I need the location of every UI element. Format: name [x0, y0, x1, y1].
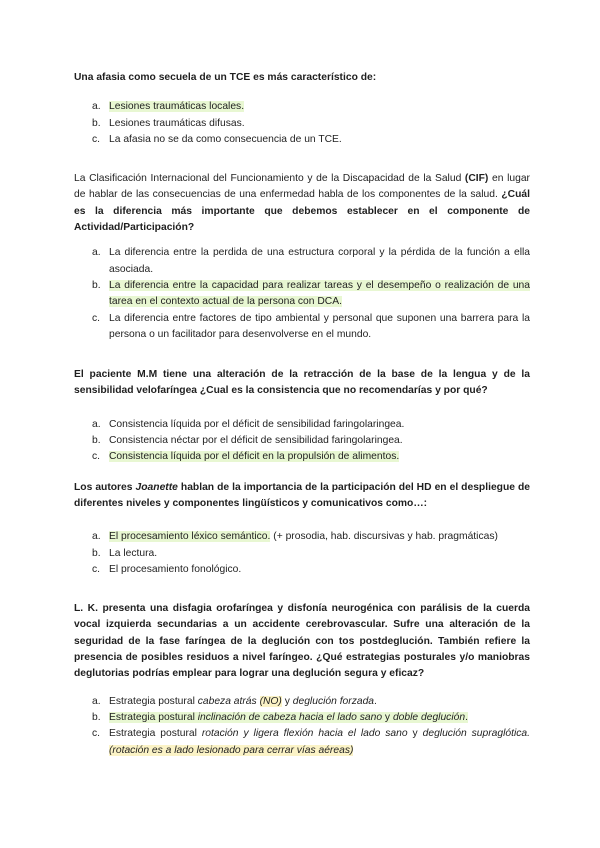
- answer-note: (rotación es a lado lesionado para cerrar vías aéreas): [109, 744, 354, 756]
- document-page: [74, 70, 530, 759]
- option-2c: c. La diferencia entre factores de tipo ambiental y personal que suponen una barrera para la persona o un facilitador para desenvolverse en el mundo.: [92, 312, 530, 340]
- option-3c: c. Consistencia líquida por el déficit en la propulsión de alimentos.: [92, 451, 400, 463]
- option-2a: a. La diferencia entre la perdida de una estructura corporal y la pérdida de la función a ella asociada.: [92, 247, 530, 275]
- question-2-options: [74, 245, 530, 343]
- option-4c: c. El procesamiento fonológico.: [92, 563, 242, 575]
- question-4: Los autores Joanette hablan de la importancia de la participación del HD en el despliegue de diferentes niveles y componentes lingüísticos y comunicativos como…:: [74, 481, 530, 509]
- question-5-options: [74, 694, 530, 759]
- question-1: Una afasia como secuela de un TCE es más característico de:: [74, 72, 377, 83]
- answer-highlight: Consistencia líquida por el déficit en la propulsión de alimentos.: [109, 451, 400, 463]
- answer-highlight: Estrategia postural inclinación de cabeza hacia el lado sano y doble deglución.: [109, 711, 468, 723]
- answer-highlight: La diferencia entre la capacidad para realizar tareas y el desempeño o realización de una tarea en el contexto actual de la persona con DCA.: [109, 279, 530, 308]
- option-1a: a. Lesiones traumáticas locales.: [92, 101, 245, 113]
- option-2b: b. La diferencia entre la capacidad para realizar tareas y el desempeño o realización de una tarea en el contexto actual de la persona con DCA.: [92, 279, 530, 308]
- question-5: L. K. presenta una disfagia orofaríngea y disfonía neurogénica con parálisis de la cuerda vocal izquierda secundarias a un accidente cerebrovascular. Sufre una alteración de la seguridad de la fase faríngea de la deglución con tos postdeglución. También refiere la presencia de posibles residuos a nivel faríngeo. ¿Qué estrategias posturales y/o maniobras deglutorias podrías emplear para lograr una deglución segura y eficaz?: [74, 603, 530, 680]
- question-3-options: [74, 417, 530, 466]
- option-4b: b. La lectura.: [92, 547, 158, 559]
- option-5b: b. Estrategia postural inclinación de cabeza hacia el lado sano y doble deglución.: [92, 711, 468, 723]
- question-4-options: [74, 529, 530, 578]
- option-1c: c. La afasia no se da como consecuencia de un TCE.: [92, 133, 342, 145]
- question-2: La Clasificación Internacional del Funcionamiento y de la Discapacidad de la Salud (CIF) en lugar de hablar de las consecuencias de una enfermedad habla de los componentes de la salud. ¿Cuál es la diferencia más importante que debemos establecer en el componente de Actividad/Participación?: [74, 173, 530, 234]
- option-5c: c. Estrategia postural rotación y ligera flexión hacia el lado sano y deglución supraglótica. (rotación es a lado lesionado para cerrar vías aéreas): [92, 728, 531, 756]
- answer-note: (+ prosodia, hab. discursivas y hab. pragmáticas): [270, 531, 498, 543]
- answer-highlight: Lesiones traumáticas locales.: [109, 101, 245, 113]
- option-1b: b. Lesiones traumáticas difusas.: [92, 117, 245, 129]
- question-1-options: [74, 99, 530, 148]
- option-4a: a. El procesamiento léxico semántico. (+ prosodia, hab. discursivas y hab. pragmáticas): [92, 531, 498, 543]
- answer-highlight: El procesamiento léxico semántico.: [109, 531, 271, 543]
- option-3a: a. Consistencia líquida por el déficit de sensibilidad faringolaringea.: [92, 418, 405, 430]
- question-3: El paciente M.M tiene una alteración de la retracción de la base de la lengua y de la sensibilidad velofaríngea ¿Cual es la consistencia que no recomendarías y por qué?: [74, 369, 530, 397]
- option-3b: b. Consistencia néctar por el déficit de sensibilidad faringolaringea.: [92, 435, 403, 447]
- option-5a: a. Estrategia postural cabeza atrás (NO) y deglución forzada.: [92, 695, 377, 707]
- answer-note: (NO): [259, 695, 282, 707]
